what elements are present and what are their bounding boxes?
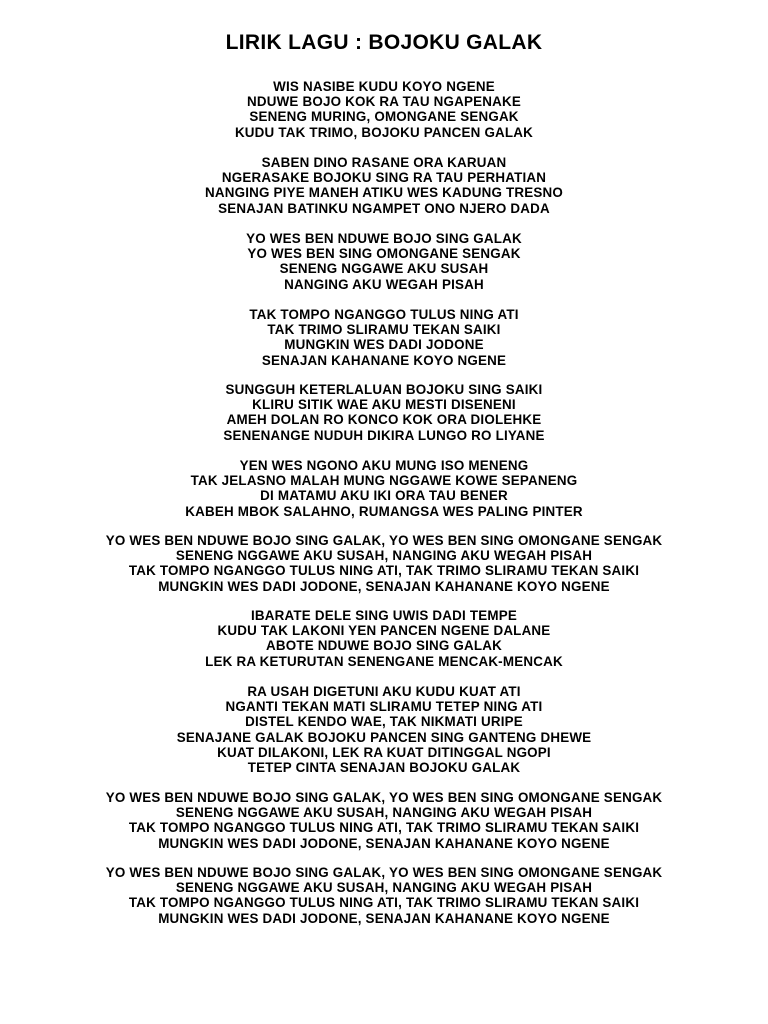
lyric-line: SENENG MURING, OMONGANE SENGAK: [249, 109, 519, 125]
lyric-line: SABEN DINO RASANE ORA KARUAN: [261, 155, 507, 170]
lyric-line: YO WES BEN SING OMONGANE SENGAK: [247, 246, 521, 262]
lyric-line: DI MATAMU AKU IKI ORA TAU BENER: [260, 488, 508, 504]
lyric-line: SENAJAN BATINKU NGAMPET ONO NJERO DADA: [218, 200, 550, 216]
lyric-line: YO WES BEN NDUWE BOJO SING GALAK, YO WES BEN SING OMONGANE SENGAK: [105, 533, 663, 548]
lyric-line: IBARATE DELE SING UWIS DADI TEMPE: [251, 608, 517, 623]
lyric-line: TAK TRIMO SLIRAMU TEKAN SAIKI: [267, 322, 501, 338]
lyric-line: SENENG NGGAWE AKU SUSAH, NANGING AKU WEGAH PISAH: [175, 548, 593, 564]
lyric-line: YO WES BEN NDUWE BOJO SING GALAK: [246, 231, 522, 246]
lyric-line: WIS NASIBE KUDU KOYO NGENE: [273, 79, 495, 94]
lyric-line: KLIRU SITIK WAE AKU MESTI DISENENI: [252, 397, 516, 413]
lyric-line: SENAJANE GALAK BOJOKU PANCEN SING GANTENG DHEWE: [176, 729, 592, 745]
lyric-line: ABOTE NDUWE BOJO SING GALAK: [265, 638, 503, 654]
lyric-line: SENENG NGGAWE AKU SUSAH, NANGING AKU WEGAH PISAH: [175, 805, 593, 821]
stanza-6: [0, 458, 768, 519]
lyric-line: NGERASAKE BOJOKU SING RA TAU PERHATIAN: [221, 170, 547, 186]
lyric-line: SENENANGE NUDUH DIKIRA LUNGO RO LIYANE: [223, 427, 545, 443]
lyric-line: MUNGKIN WES DADI JODONE, SENAJAN KAHANANE KOYO NGENE: [158, 910, 610, 926]
lyric-line: KUDU TAK TRIMO, BOJOKU PANCEN GALAK: [234, 124, 534, 140]
lyric-line: TAK TOMPO NGANGGO TULUS NING ATI, TAK TRIMO SLIRAMU TEKAN SAIKI: [128, 895, 640, 911]
lyric-line: TAK TOMPO NGANGGO TULUS NING ATI: [249, 307, 519, 322]
lyric-line: SENAJAN KAHANANE KOYO NGENE: [261, 352, 507, 368]
lyric-line: MUNGKIN WES DADI JODONE, SENAJAN KAHANANE KOYO NGENE: [158, 578, 610, 594]
lyric-line: TAK JELASNO MALAH MUNG NGGAWE KOWE SEPANENG: [190, 473, 578, 489]
lyric-line: RA USAH DIGETUNI AKU KUDU KUAT ATI: [247, 684, 521, 699]
stanza-3: [0, 231, 768, 292]
lyric-line: NDUWE BOJO KOK RA TAU NGAPENAKE: [246, 94, 522, 110]
lyric-line: NGANTI TEKAN MATI SLIRAMU TETEP NING ATI: [225, 699, 543, 715]
lyric-line: YEN WES NGONO AKU MUNG ISO MENENG: [239, 458, 529, 473]
lyric-line: SENENG NGGAWE AKU SUSAH: [279, 261, 489, 277]
lyric-line: TAK TOMPO NGANGGO TULUS NING ATI, TAK TRIMO SLIRAMU TEKAN SAIKI: [128, 563, 640, 579]
lyric-line: NANGING AKU WEGAH PISAH: [284, 276, 484, 292]
stanza-8: [0, 684, 768, 775]
stanza-5: [0, 382, 768, 443]
lyric-line: KUAT DILAKONI, LEK RA KUAT DITINGGAL NGOPI: [217, 744, 551, 760]
lyric-line: MUNGKIN WES DADI JODONE, SENAJAN KAHANANE KOYO NGENE: [158, 835, 610, 851]
chorus-3: [0, 865, 768, 926]
lyric-line: TAK TOMPO NGANGGO TULUS NING ATI, TAK TRIMO SLIRAMU TEKAN SAIKI: [128, 820, 640, 836]
stanza-2: [0, 155, 768, 216]
lyric-line: MUNGKIN WES DADI JODONE: [284, 337, 484, 353]
chorus-2: [0, 790, 768, 851]
lyric-line: AMEH DOLAN RO KONCO KOK ORA DIOLEHKE: [226, 412, 542, 428]
lyric-line: KUDU TAK LAKONI YEN PANCEN NGENE DALANE: [217, 623, 551, 639]
lyric-line: DISTEL KENDO WAE, TAK NIKMATI URIPE: [245, 714, 523, 730]
stanza-1: [0, 79, 768, 140]
page-title: LIRIK LAGU : BOJOKU GALAK: [225, 31, 543, 54]
lyric-line: NANGING PIYE MANEH ATIKU WES KADUNG TRESNO: [204, 185, 564, 201]
lyric-line: TETEP CINTA SENAJAN BOJOKU GALAK: [247, 760, 521, 776]
lyric-line: YO WES BEN NDUWE BOJO SING GALAK, YO WES BEN SING OMONGANE SENGAK: [105, 790, 663, 805]
stanza-4: [0, 307, 768, 368]
lyric-line: SENENG NGGAWE AKU SUSAH, NANGING AKU WEGAH PISAH: [175, 880, 593, 896]
lyric-line: KABEH MBOK SALAHNO, RUMANGSA WES PALING PINTER: [185, 503, 583, 519]
stanza-7: [0, 608, 768, 669]
lyric-line: SUNGGUH KETERLALUAN BOJOKU SING SAIKI: [225, 382, 543, 397]
chorus-1: [0, 533, 768, 594]
lyric-line: YO WES BEN NDUWE BOJO SING GALAK, YO WES BEN SING OMONGANE SENGAK: [105, 865, 663, 880]
lyric-line: LEK RA KETURUTAN SENENGANE MENCAK-MENCAK: [205, 653, 563, 669]
